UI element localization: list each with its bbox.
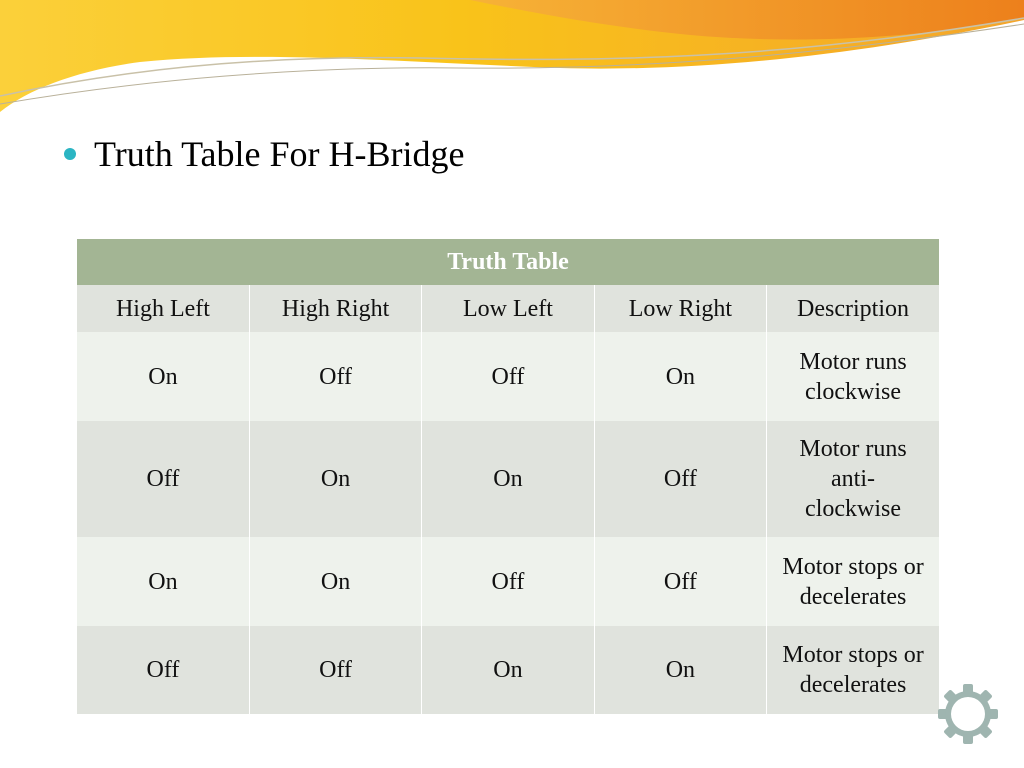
table-row [77, 626, 939, 714]
table-cell: Off [422, 537, 594, 626]
table-cell: On [422, 421, 594, 537]
bullet-point [64, 130, 464, 178]
table-row [77, 332, 939, 421]
table-cell: On [249, 421, 421, 537]
table-cell: Off [422, 332, 594, 421]
column-header: Low Right [594, 285, 766, 332]
table-title-row [77, 239, 939, 285]
table-cell: On [249, 537, 421, 626]
table-cell-description: Motor runs anti-clockwise [767, 421, 939, 537]
gear-icon [936, 682, 1000, 746]
table-cell: Off [594, 421, 766, 537]
column-header: Description [767, 285, 939, 332]
table-cell: Off [594, 537, 766, 626]
column-header: High Left [77, 285, 249, 332]
column-header: Low Left [422, 285, 594, 332]
table-cell: On [77, 332, 249, 421]
table-cell: Off [77, 421, 249, 537]
table-cell-description: Motor runs clockwise [767, 332, 939, 421]
table-header-row [77, 285, 939, 332]
truth-table [77, 239, 939, 714]
bullet-dot-icon [64, 148, 76, 160]
table-row [77, 537, 939, 626]
column-header: High Right [249, 285, 421, 332]
header-banner [0, 0, 1024, 130]
table-cell: On [594, 626, 766, 714]
table-title: Truth Table [77, 239, 939, 285]
table-cell: On [422, 626, 594, 714]
table-cell: Off [77, 626, 249, 714]
slide-heading: Truth Table For H-Bridge [94, 134, 465, 174]
table-cell: On [77, 537, 249, 626]
table-cell: Off [249, 332, 421, 421]
table-cell: On [594, 332, 766, 421]
table-row [77, 421, 939, 537]
table-cell-description: Motor stops or decelerates [767, 537, 939, 626]
table-cell-description: Motor stops or decelerates [767, 626, 939, 714]
table-cell: Off [249, 626, 421, 714]
